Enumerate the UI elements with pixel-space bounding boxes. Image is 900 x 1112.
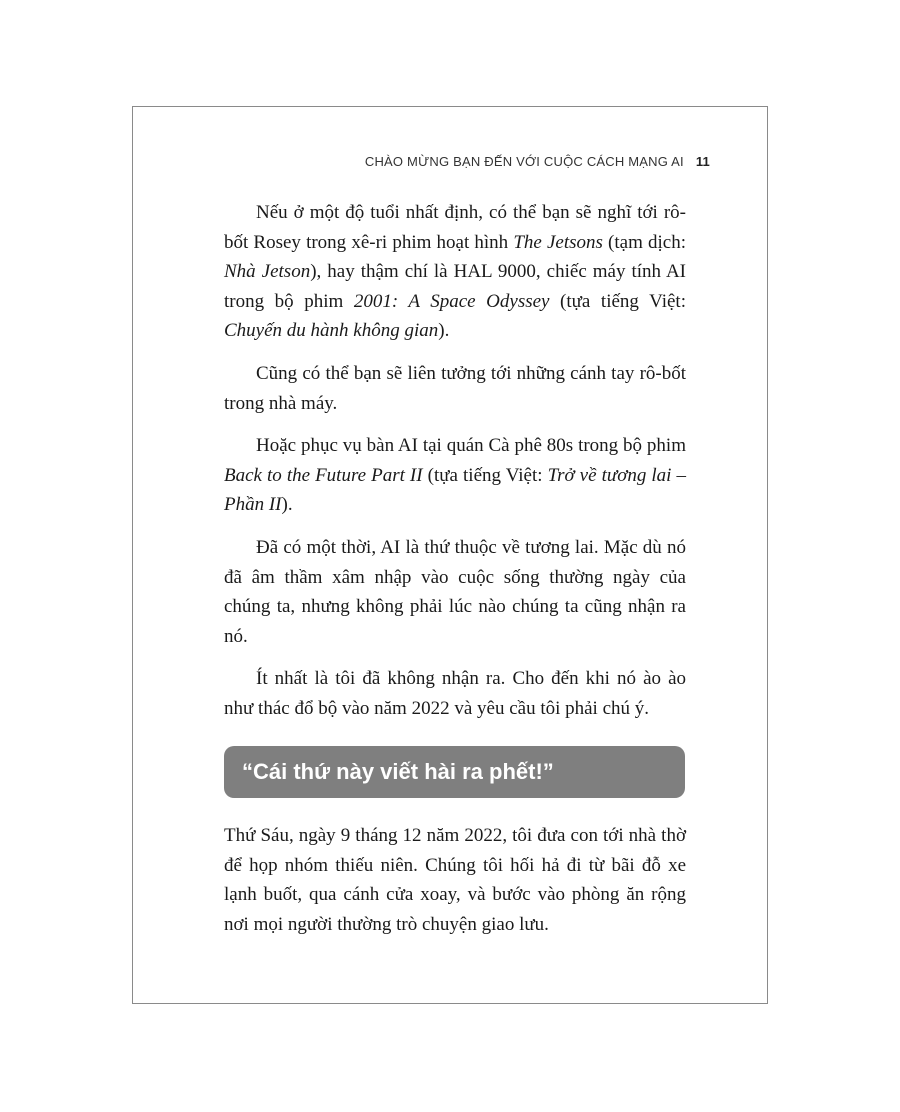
paragraph-4: Đã có một thời, AI là thứ thuộc về tương lai. Mặc dù nó đã âm thầm xâm nhập vào cuộc sống thường ngày của chúng ta, nhưng không phải lúc nào chúng ta cũng nhận ra nó.: [224, 536, 686, 647]
section-body: [224, 821, 686, 952]
body-text: [224, 198, 686, 737]
paragraph-3: Hoặc phục vụ bàn AI tại quán Cà phê 80s trong bộ phim Back to the Future Part II (tựa tiếng Việt: Trở về tương lai – Phần II).: [224, 435, 686, 516]
paragraph-2: Cũng có thể bạn sẽ liên tưởng tới những cánh tay rô-bốt trong nhà máy.: [224, 362, 686, 414]
section-heading-banner: [224, 746, 685, 798]
running-header: [224, 154, 710, 169]
page-number: 11: [695, 154, 710, 169]
paragraph-5: Ít nhất là tôi đã không nhận ra. Cho đến khi nó ào ào như thác đổ bộ vào năm 2022 và yêu cầu tôi phải chú ý.: [224, 668, 686, 719]
section-paragraph: Thứ Sáu, ngày 9 tháng 12 năm 2022, tôi đưa con tới nhà thờ để họp nhóm thiếu niên. Chúng tôi hối hả đi từ bãi đỗ xe lạnh buốt, qua cánh cửa xoay, và bước vào phòng ăn rộng nơi mọi người thường trò chuyện giao lưu.: [224, 825, 686, 935]
section-heading: “Cái thứ này viết hài ra phết!”: [242, 759, 554, 784]
chapter-title: CHÀO MỪNG BẠN ĐẾN VỚI CUỘC CÁCH MẠNG AI: [364, 154, 684, 169]
paragraph-1: Nếu ở một độ tuổi nhất định, có thể bạn sẽ nghĩ tới rô-bốt Rosey trong xê-ri phim hoạt hình The Jetsons (tạm dịch: Nhà Jetson), hay thậm chí là HAL 9000, chiếc máy tính AI trong bộ phim 2001: A Space Odyssey (tựa tiếng Việt: Chuyến du hành không gian).: [224, 202, 686, 342]
